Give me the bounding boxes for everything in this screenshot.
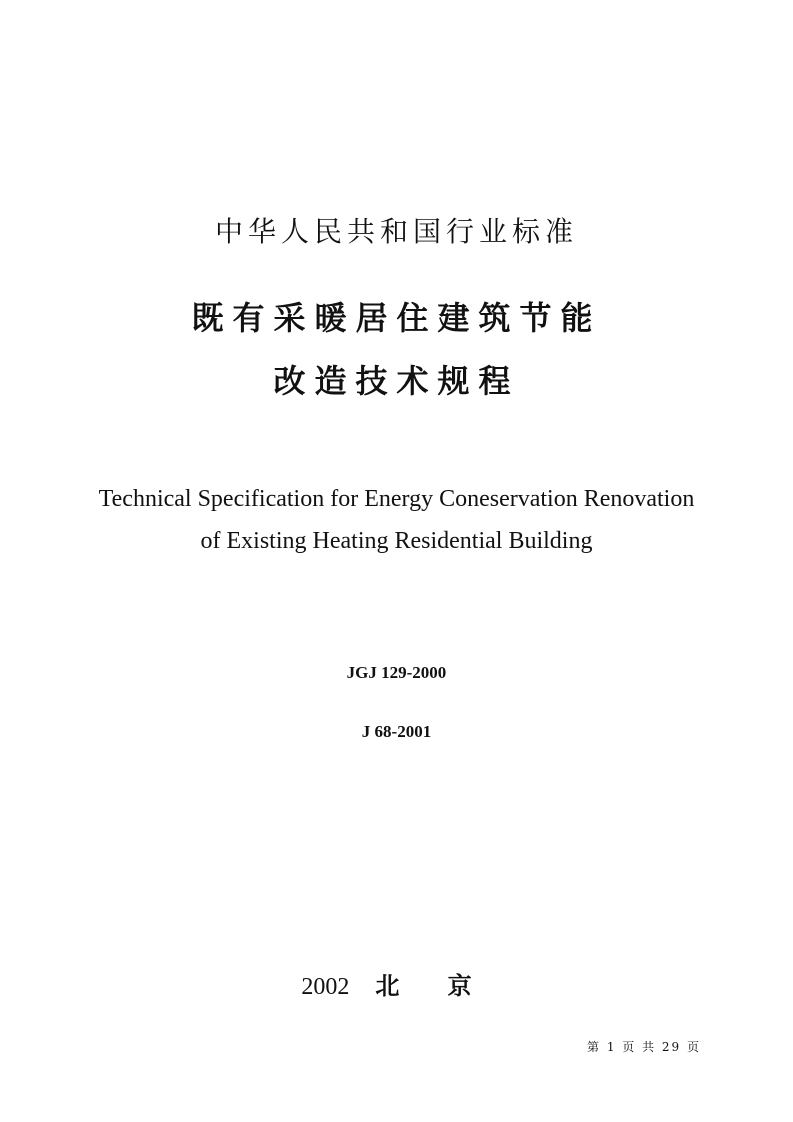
title-cn-line-1: 既有采暖居住建筑节能 [191, 299, 602, 337]
standard-code-primary: JGJ 129-2000 [346, 663, 447, 682]
title-cn-line-2: 改造技术规程 [273, 362, 520, 400]
publication-year: 2002 [301, 974, 350, 1000]
page-indicator: 第 1 页 共 29 页 [587, 1040, 701, 1054]
publication-line [0, 966, 793, 1001]
publication-city: 北 京 [375, 972, 492, 1000]
title-en-line-2: of Existing Heating Residential Building [200, 528, 593, 554]
title-en-line-1: Technical Specification for Energy Coneservation Renovation [98, 486, 695, 512]
standard-category: 中华人民共和国行业标准 [214, 215, 578, 248]
standard-code-secondary: J 68-2001 [361, 722, 432, 741]
